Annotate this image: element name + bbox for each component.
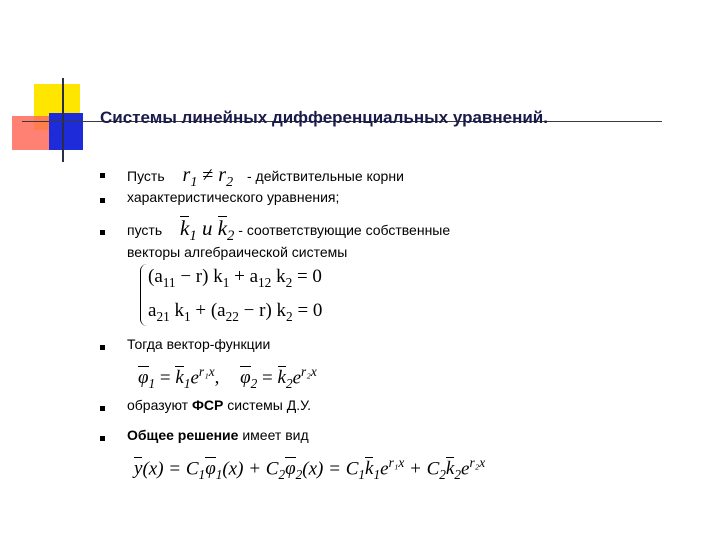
bullet-marker — [100, 436, 105, 441]
bullet-1-text — [127, 164, 404, 191]
r1-neq-r2: $r_1 \ne r_2$ — [182, 164, 234, 190]
bullet-6-text: Общее решение имеет вид — [127, 427, 309, 443]
bullet-3-prefix: пусть — [127, 222, 163, 238]
bullet-marker — [100, 345, 105, 350]
phi-formulas: $\varphi_1 = k_1e^{r_1x}$, $\varphi_2 = k_2e^{r_2x}$ — [138, 364, 317, 392]
k1-and-k2: $k_1$ и $k_2$ — [180, 216, 235, 245]
bullet-2-text: характеристического уравнения; — [127, 189, 340, 205]
bullet-1-prefix: Пусть — [127, 168, 165, 184]
bullet-marker — [100, 198, 105, 203]
slide-title: Системы линейных дифференциальных уравнений. — [100, 108, 548, 127]
bullet-marker — [100, 406, 105, 411]
decor-blue-square — [49, 113, 83, 150]
bullet-3-text — [127, 216, 450, 245]
bullet-marker — [100, 230, 105, 235]
bullet-5-text: образуют ФСР системы Д.У. — [127, 397, 312, 413]
general-solution-formula: $y(x) = C_1\varphi_1(x) + C_2\varphi_2(x) = C_1k_1e^{r_1x} + C_2k_2e^{r_2x}$ — [134, 455, 486, 483]
bullet-3-suffix: - соответствующие собственные — [238, 222, 451, 238]
bullet-4-text: Тогда вектор-функции — [127, 336, 271, 352]
system-row-1: $(a_{11} - r) k_1 + a_{12}$ $k_2 = 0$ — [148, 266, 322, 290]
decor-vertical-line — [62, 78, 64, 162]
system-brace — [140, 264, 147, 326]
bullet-1-suffix: - действительные корни — [246, 168, 404, 184]
system-row-2: $a_{21}$ $k_1 + (a_{22} - r) k_2 = 0$ — [148, 300, 323, 324]
bullet-3-continuation: векторы алгебраической системы — [127, 244, 348, 260]
bullet-marker — [100, 173, 105, 178]
